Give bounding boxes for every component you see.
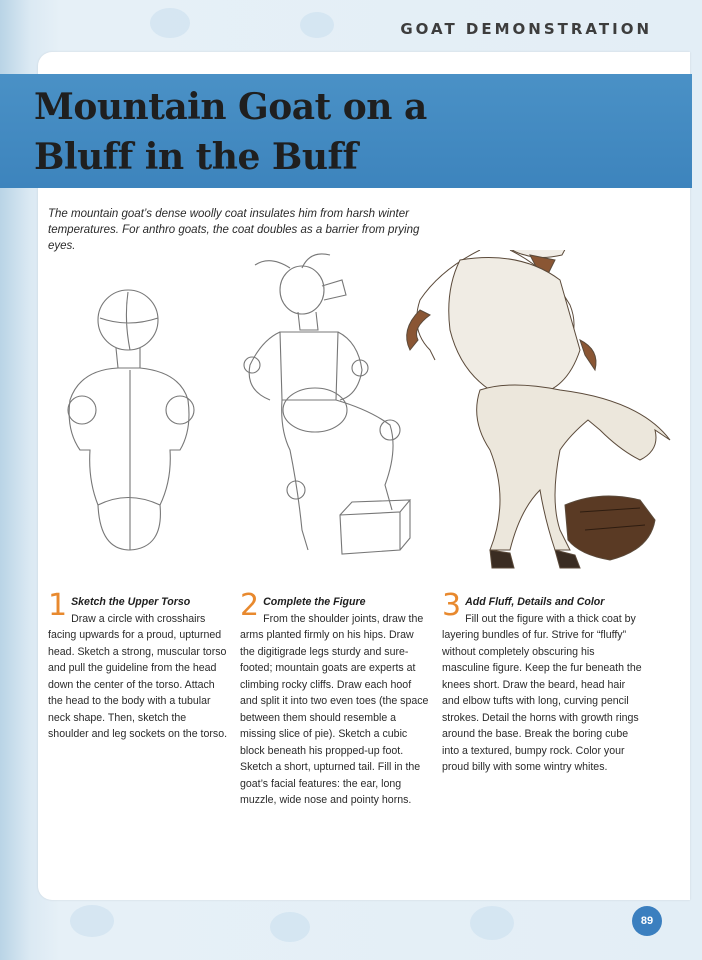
intro-text: The mountain goat’s dense woolly coat insulates him from harsh winter temperatures. For anthro goats, the coat doubles as a barrier from prying eyes. [48, 208, 420, 252]
torso-sketch [68, 290, 194, 550]
goat-illustration [40, 250, 690, 590]
paw-print-decoration [70, 905, 114, 937]
page-number-badge: 89 [632, 906, 662, 936]
goat-figure [407, 250, 670, 568]
step-title: Complete the Figure [263, 596, 366, 608]
step-number: 2 [240, 588, 260, 623]
step-text: Draw a circle with crosshairs facing upwards for a proud, upturned head. Sketch a strong, muscular torso and pull the guideline from the head down the center of the torso. Attach the head to the body with a tubular neck shape. Then, sketch the shoulder and leg sockets on the torso. [48, 612, 228, 740]
step-1 [48, 588, 228, 743]
paw-print-decoration [270, 912, 310, 942]
step-number: 1 [48, 588, 68, 623]
step-text: From the shoulder joints, draw the arms planted firmly on his hips. Draw the digitigrade legs sturdy and sure-footed; mountain goats are experts at climbing rocky cliffs. Draw each hoof and split it into two even toes (the space between them should resemble a missing slice of pie). Sketch a cubic block beneath his propped-up foot. Sketch a short, upturned tail. Fill in the goat’s facial features: the ear, long muzzle, wide nose and pointy horns. [240, 612, 429, 806]
paw-print-decoration [150, 8, 190, 38]
figure-sketch [244, 254, 410, 554]
step-number: 3 [442, 588, 462, 623]
section-label: GOAT DEMONSTRATION [400, 20, 652, 38]
step-title: Add Fluff, Details and Color [465, 596, 605, 608]
paw-print-decoration [300, 12, 334, 38]
paw-print-decoration [470, 906, 514, 940]
step-3 [442, 588, 642, 776]
step-text: Fill out the figure with a thick coat by layering bundles of fur. Strive for “fluffy” without completely obscuring his masculine figure. Keep the fur beneath the knees short. Draw the beard, head hair and elbow tufts with long, curving pencil strokes. Detail the horns with growth rings around the base. Break the boring cube into a textured, bumpy rock. Color your proud billy with some wintry whites. [442, 612, 642, 773]
page-title [34, 82, 427, 182]
step-2 [240, 588, 430, 809]
title-line-1: Mountain Goat on a [34, 86, 427, 128]
title-line-2: Bluff in the Buff [34, 136, 358, 178]
step-title: Sketch the Upper Torso [71, 596, 191, 608]
